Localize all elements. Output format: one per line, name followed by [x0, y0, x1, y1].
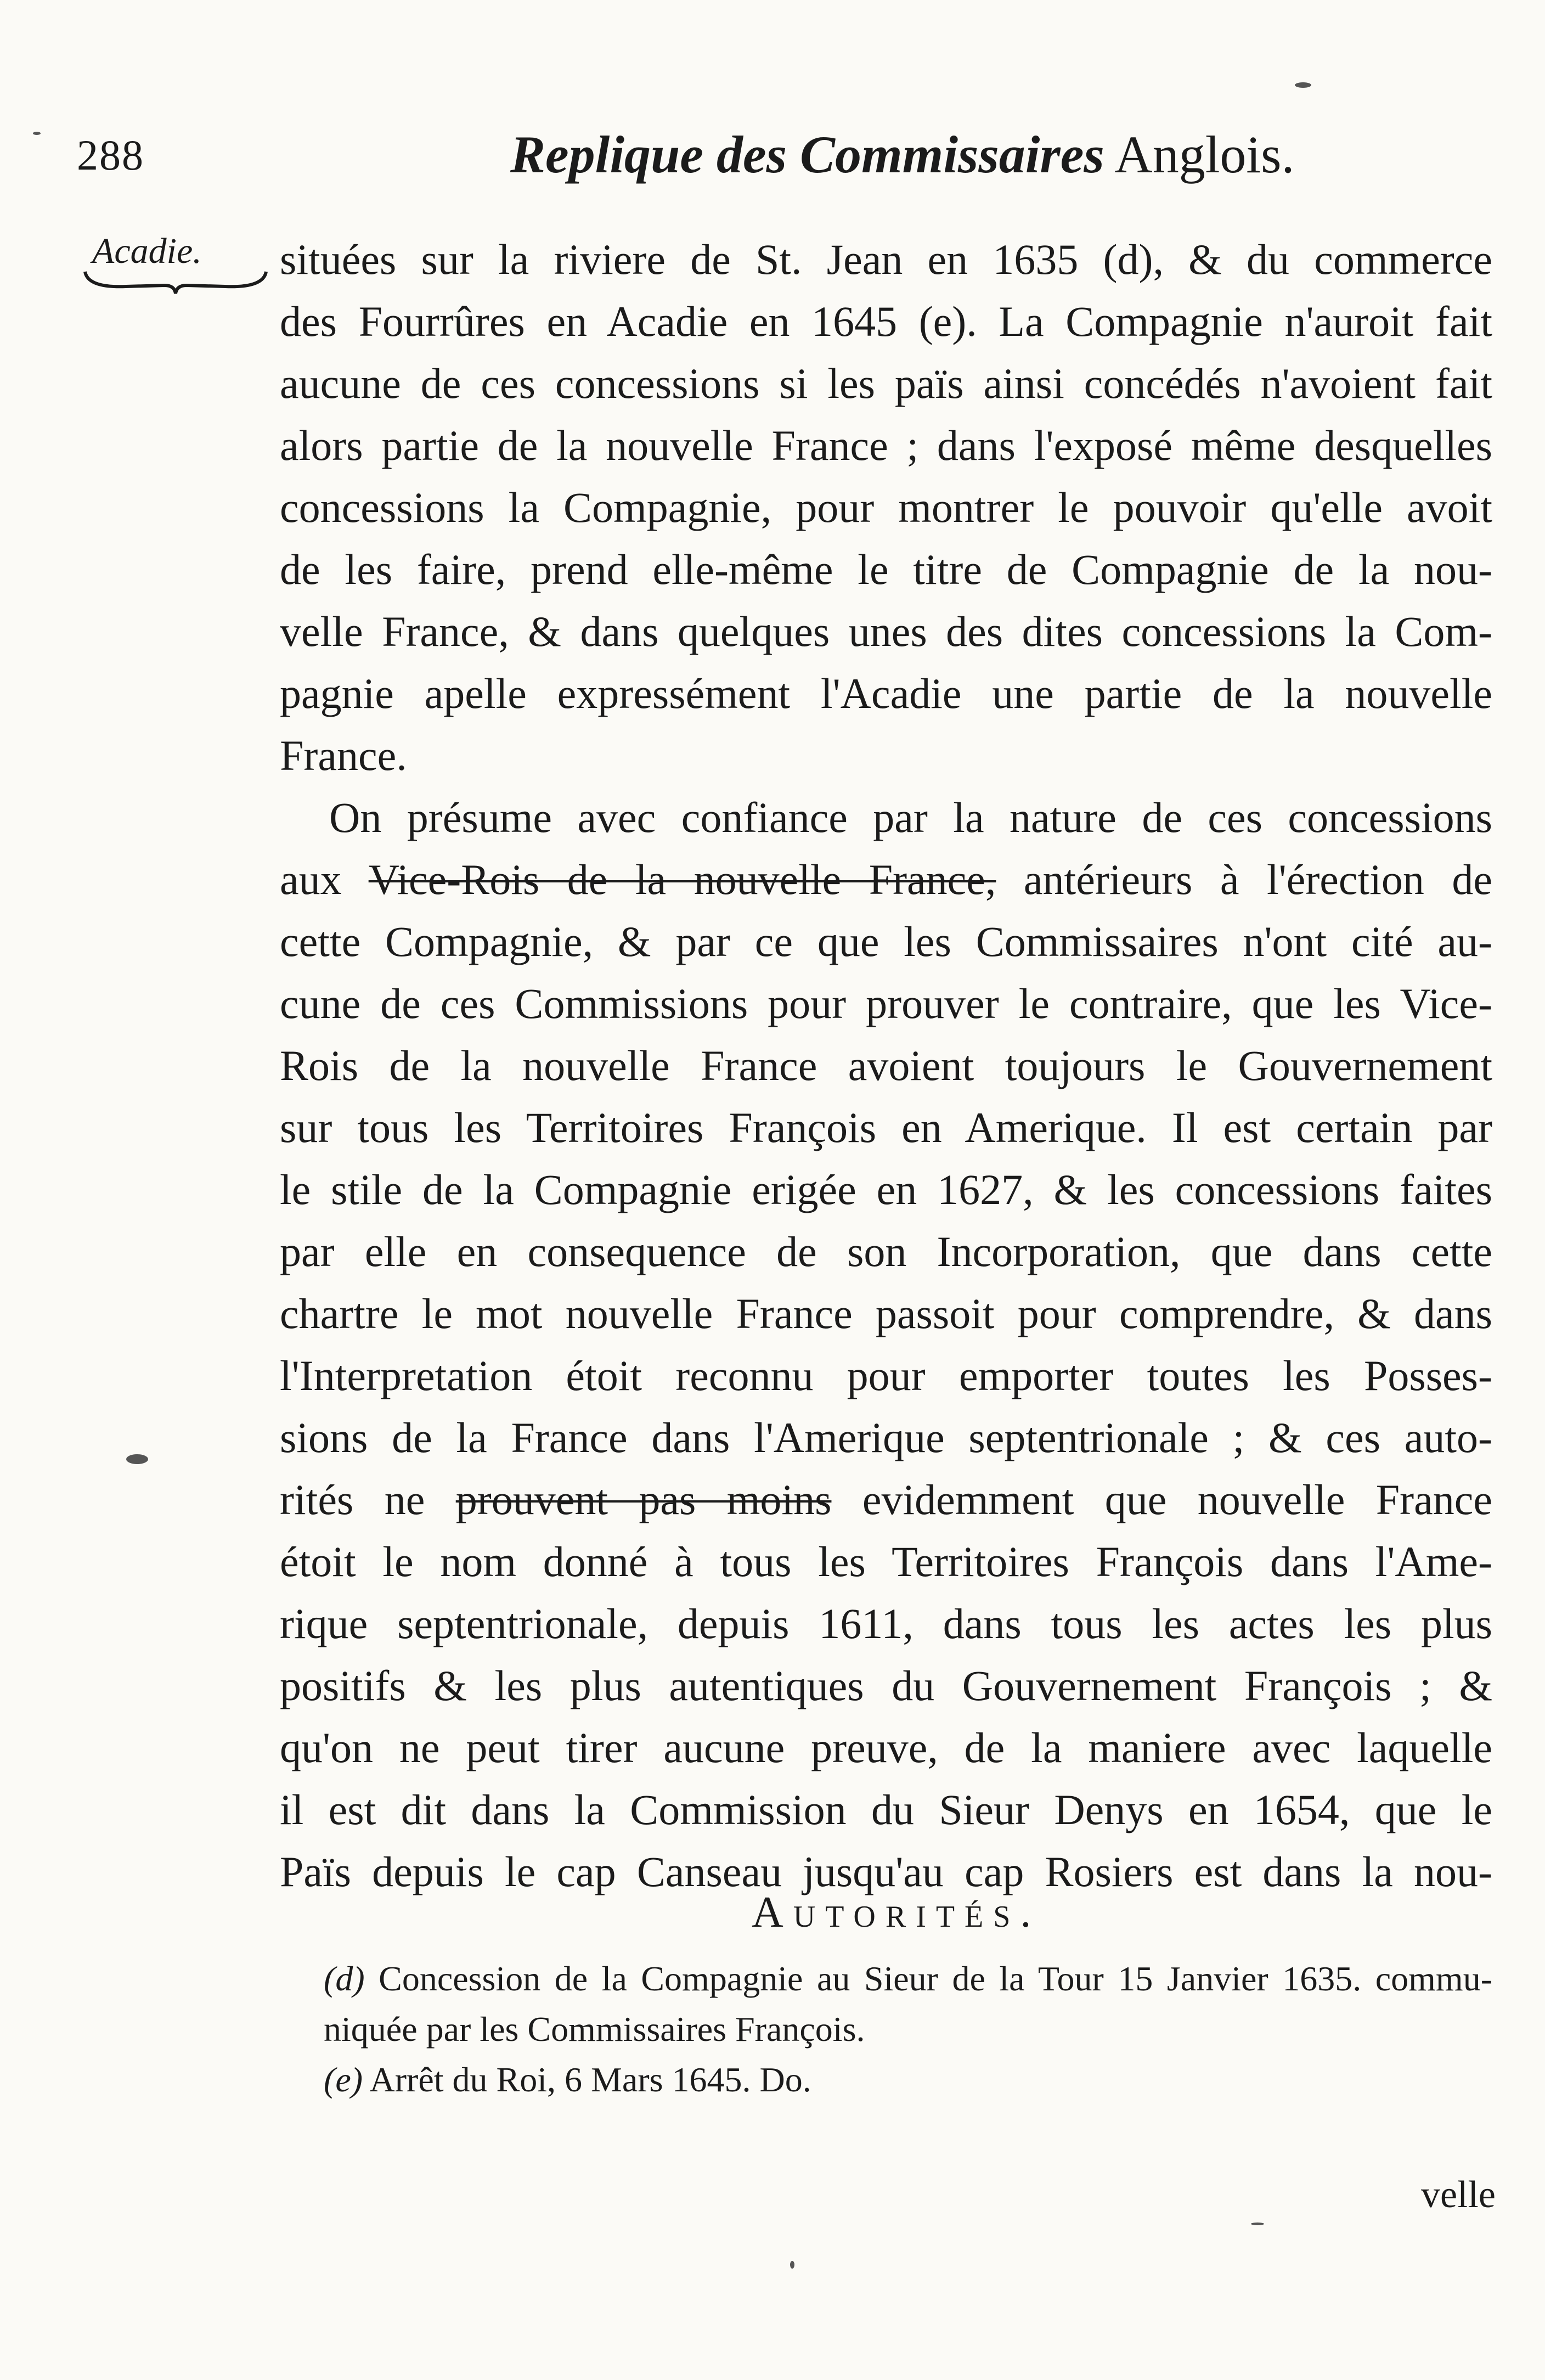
text-line: Païs depuis le cap Canseau jusqu'au cap Rosiers est dans la nou- — [280, 1848, 1492, 1895]
page-number: 288 — [77, 131, 144, 179]
text-line: rique septentrionale, depuis 1611, dans tous les actes les plus — [280, 1600, 1492, 1647]
text-line: situées sur la riviere de St. Jean en 1635 (d), & du commerce — [280, 235, 1492, 283]
authorities-heading: Autorités. — [752, 1888, 1041, 1937]
text-line — [280, 1468, 1492, 1531]
paper-speck — [1251, 2223, 1264, 2225]
paper-speck — [126, 1454, 148, 1464]
text-line: aucune de ces concessions si les païs ainsi concédés n'avoient fait — [280, 359, 1492, 407]
text-line: sions de la France dans l'Amerique septentrionale ; & ces auto- — [280, 1414, 1492, 1461]
paper-speck — [790, 2261, 794, 2269]
text-line: velle France, & dans quelques unes des dites concessions la Com- — [280, 607, 1492, 655]
running-title — [510, 124, 1294, 185]
footnote-text: Concession de la Compagnie au Sieur de la Tour 15 Janvier 1635. commu- — [379, 1959, 1493, 1998]
catchword: velle — [1420, 2174, 1496, 2216]
footnotes — [324, 1954, 1492, 2105]
text-line: France. — [280, 732, 407, 779]
footnote-e — [324, 2055, 1492, 2105]
text-line: il est dit dans la Commission du Sieur Denys en 1654, que le — [280, 1786, 1492, 1833]
struck-text: prouvent pas moins — [455, 1476, 832, 1523]
text-line: de les faire, prend elle-même le titre de Compagnie de la nou- — [280, 545, 1492, 593]
text-fragment: rités ne — [280, 1476, 456, 1523]
text-fragment: aux — [280, 856, 369, 903]
footnote-d — [324, 1954, 1492, 2004]
text-line: alors partie de la nouvelle France ; dans l'exposé même desquelles — [280, 421, 1492, 469]
text-line: chartre le mot nouvelle France passoit pour comprendre, & dans — [280, 1290, 1492, 1337]
paper-speck — [1295, 82, 1311, 88]
text-line: On présume avec confiance par la nature de ces concessions — [329, 794, 1492, 841]
body-text — [280, 228, 1492, 1903]
footnote-mark: (e) — [324, 2060, 363, 2099]
text-line: des Fourrûres en Acadie en 1645 (e). La Compagnie n'auroit fait — [280, 297, 1492, 345]
paper-speck — [33, 132, 41, 135]
text-line: Rois de la nouvelle France avoient toujours le Gouvernement — [280, 1042, 1492, 1089]
text-fragment: antérieurs à l'érection de — [996, 856, 1492, 903]
text-line: qu'on ne peut tirer aucune preuve, de la maniere avec laquelle — [280, 1724, 1492, 1771]
text-line: positifs & les plus autentiques du Gouvernement François ; & — [280, 1662, 1492, 1709]
text-line — [280, 848, 1492, 910]
margin-note: Acadie. — [92, 231, 202, 271]
text-line: cune de ces Commissions pour prouver le contraire, que les Vice- — [280, 980, 1492, 1027]
text-line: pagnie apelle expressément l'Acadie une partie de la nouvelle — [280, 669, 1492, 717]
margin-brace-icon — [82, 269, 269, 296]
running-title-italic: Replique des Commissaires — [510, 125, 1104, 184]
text-line: étoit le nom donné à tous les Territoires François dans l'Ame- — [280, 1538, 1492, 1585]
footnote-mark: (d) — [324, 1959, 365, 1998]
text-fragment: evidemment que nouvelle France — [831, 1476, 1492, 1523]
text-line: l'Interpretation étoit reconnu pour emporter toutes les Posses- — [280, 1352, 1492, 1399]
text-line: cette Compagnie, & par ce que les Commissaires n'ont cité au- — [280, 918, 1492, 965]
running-title-roman: Anglois. — [1114, 125, 1295, 184]
footnote-d-continuation: niquée par les Commissaires François. — [324, 2010, 865, 2049]
footnote-text: Arrêt du Roi, 6 Mars 1645. Do. — [369, 2060, 811, 2099]
text-line: par elle en consequence de son Incorporation, que dans cette — [280, 1228, 1492, 1275]
text-line: le stile de la Compagnie erigée en 1627, & les concessions faites — [280, 1166, 1492, 1213]
text-line: sur tous les Territoires François en Amerique. Il est certain par — [280, 1104, 1492, 1151]
text-line: concessions la Compagnie, pour montrer le pouvoir qu'elle avoit — [280, 483, 1492, 531]
struck-text: Vice-Rois de la nouvelle France, — [368, 856, 996, 903]
